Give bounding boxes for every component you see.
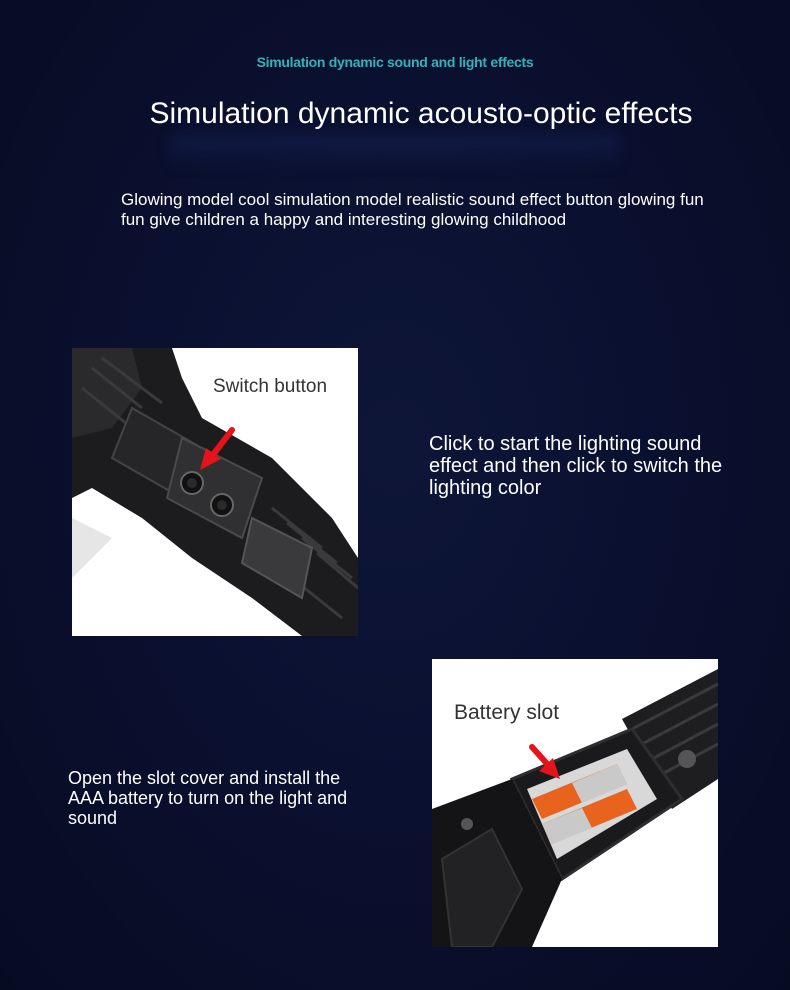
photo-label-switch: Switch button — [213, 376, 328, 397]
title-reflection — [170, 134, 620, 168]
battery-slot-photo — [432, 659, 718, 947]
page-title: Simulation dynamic acousto-optic effects — [149, 97, 693, 130]
switch-button-photo — [72, 348, 358, 636]
photo-label-battery: Battery slot — [454, 701, 560, 724]
subtitle: Simulation dynamic sound and light effects — [256, 54, 534, 70]
switch-caption: Click to start the lighting sound effect and then click to switch the lighting color — [429, 433, 723, 499]
description: Glowing model cool simulation model realistic sound effect button glowing fun fun give children a happy and interesting glowing childhood — [121, 190, 704, 229]
battery-caption: Open the slot cover and install the AAA battery to turn on the light and sound — [68, 768, 348, 828]
